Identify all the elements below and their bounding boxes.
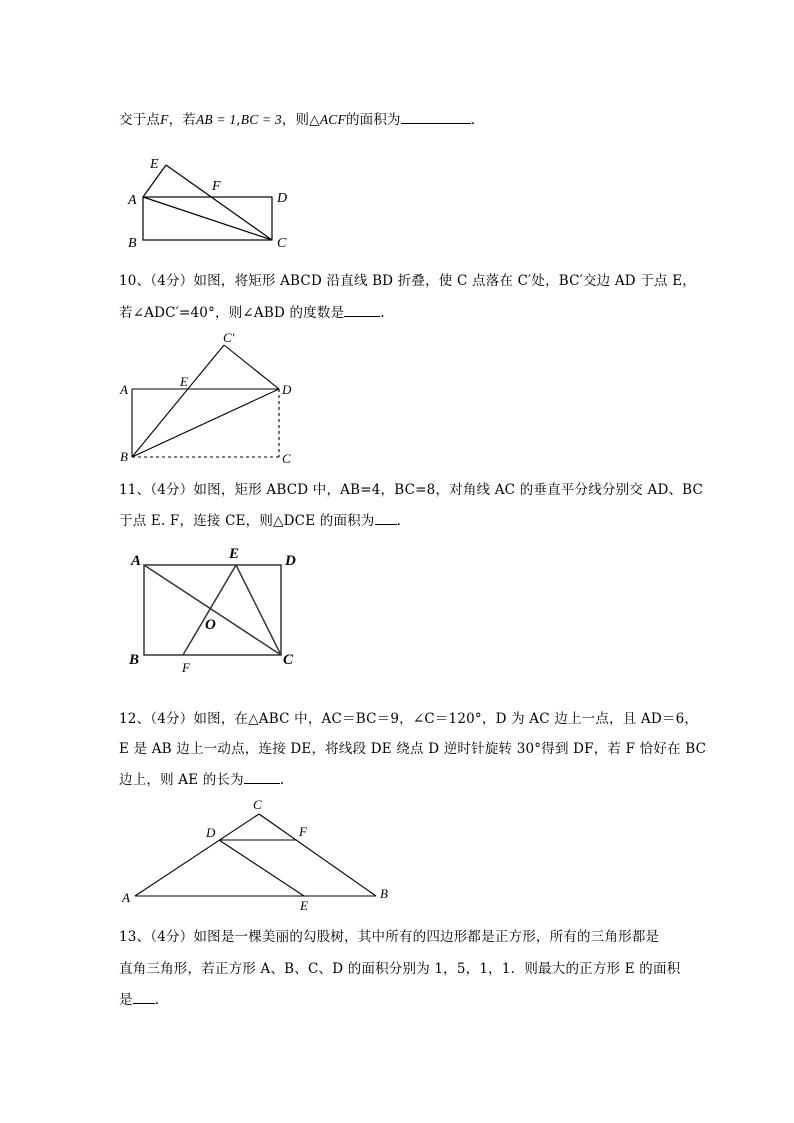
q11-text-prefix: 于点 E. F，连接 CE，则△DCE 的面积为: [119, 513, 375, 529]
q10-label-c: C: [282, 451, 291, 466]
q10-label-e: E: [180, 374, 188, 389]
q11-label-c: C: [283, 652, 294, 668]
q12-text-line1: 12、（4分）如图，在△ABC 中，AC＝BC＝9，∠C＝120°，D 为 AC 边上一点，且 AD＝6，: [119, 711, 699, 727]
q11-figure: [125, 545, 325, 675]
q12-figure: [118, 795, 408, 915]
q11-text-end: .: [396, 513, 402, 529]
q13-answer-blank[interactable]: [133, 991, 155, 1004]
q9-ab-value: AB = 1: [195, 112, 237, 127]
q11-text-line1: 11、（4分）如图，矩形 ABCD 中，AB=4，BC=8，对角线 AC 的垂直平分线分别交 AD、BC: [119, 482, 704, 498]
q13-text-prefix: 是: [119, 992, 133, 1008]
q9-label-d: D: [277, 191, 288, 206]
q11-label-d: D: [285, 553, 296, 569]
q11-label-b: B: [129, 652, 140, 668]
q13-text-line2: 直角三角形，若正方形 A、B、C、D 的面积分别为 1，5，1，1．则最大的正方形 E 的面积: [119, 961, 681, 977]
q9-comma: ,: [236, 112, 241, 128]
q9-text-end: .: [470, 112, 476, 128]
q9-figure: [120, 150, 320, 250]
q9-answer-blank[interactable]: [401, 111, 471, 124]
q11-answer-blank[interactable]: [375, 512, 397, 525]
q9-text-prefix: 交于点: [119, 112, 161, 128]
q10-text-end: .: [380, 305, 385, 321]
q9-triangle-acf: ACF: [319, 112, 346, 127]
q10-label-b: B: [120, 449, 128, 464]
q10-answer-blank[interactable]: [344, 304, 380, 317]
q12-text-prefix: 边上，则 AE 的长为: [119, 772, 244, 788]
q10-label-d: D: [282, 382, 292, 397]
q12-answer-blank[interactable]: [244, 771, 280, 784]
q9-point-f: F: [160, 112, 169, 127]
q12-text-end: .: [279, 772, 285, 788]
q9-text-mid2: ，则△: [281, 112, 320, 128]
q11-text-line2: [119, 509, 401, 529]
q11-label-f: F: [182, 660, 190, 675]
q12-label-e: E: [300, 898, 308, 913]
q11-label-e: E: [229, 546, 240, 562]
q12-label-c: C: [253, 797, 262, 812]
q13-text-line1: 13、（4分）如图是一棵美丽的勾股树，其中所有的四边形都是正方形，所有的三角形都是: [119, 929, 660, 945]
q10-text-prefix: 若∠ADC′=40°，则∠ABD 的度数是: [119, 305, 345, 321]
q10-label-a: A: [120, 382, 128, 397]
q9-text-mid1: ，若: [168, 112, 196, 128]
q13-text-end: .: [154, 992, 160, 1008]
q11-label-a: A: [131, 553, 142, 569]
q11-label-o: O: [205, 617, 216, 633]
q9-label-a: A: [128, 193, 137, 208]
q9-label-f: F: [212, 179, 221, 194]
q12-label-d: D: [206, 825, 216, 840]
q9-text-line: [119, 108, 475, 128]
q9-text-suffix: 的面积为: [345, 112, 401, 128]
q9-label-b: B: [128, 236, 137, 251]
q12-text-line3: [119, 768, 284, 788]
q10-figure: [118, 330, 318, 466]
q9-label-e: E: [150, 157, 159, 172]
q10-label-c-prime: C′: [223, 330, 235, 345]
q10-text-line1: 10、（4分）如图，将矩形 ABCD 沿直线 BD 折叠，使 C 点落在 C′处，BC′交边 AD 于点 E，: [119, 273, 696, 289]
q12-text-line2: E 是 AB 边上一动点，连接 DE，将线段 DE 绕点 D 逆时针旋转 30°得到 DF，若 F 恰好在 BC: [119, 741, 707, 757]
q13-text-line3: [119, 988, 159, 1008]
q10-text-line2: [119, 301, 385, 321]
q9-bc-value: BC = 3: [240, 112, 282, 127]
q12-label-a: A: [122, 890, 130, 905]
q12-label-f: F: [299, 824, 307, 839]
q12-label-b: B: [380, 886, 388, 901]
q9-label-c: C: [277, 236, 287, 251]
